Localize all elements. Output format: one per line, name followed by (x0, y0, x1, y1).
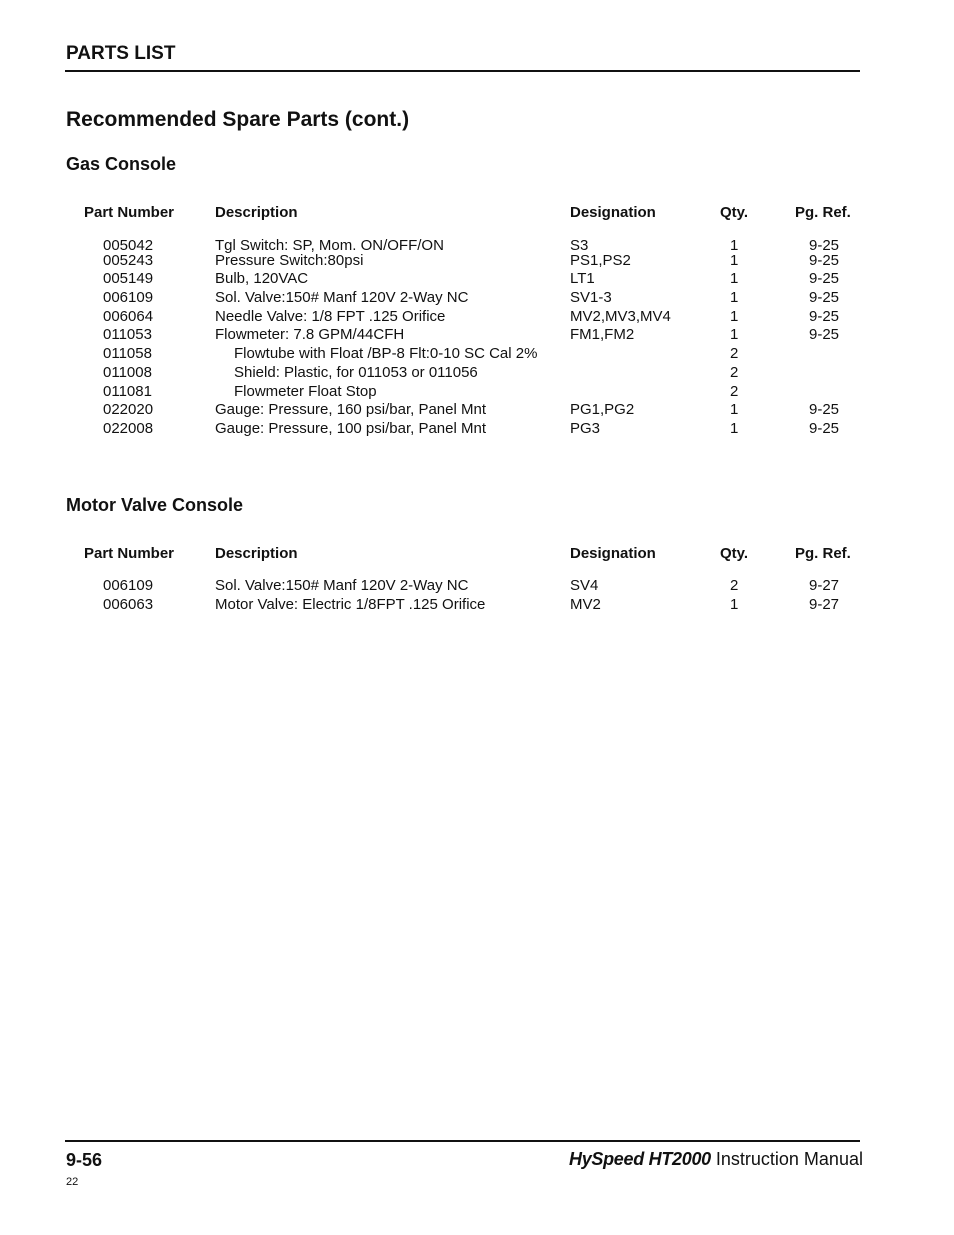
description-cell: Bulb, 120VAC (215, 270, 309, 287)
part-number-cell: 005243 (103, 252, 154, 269)
pg-ref-cell: 9-25 (809, 270, 840, 287)
column-header-qty: Qty. (720, 545, 749, 562)
qty-cell: 1 (730, 237, 739, 254)
section-title: Motor Valve Console (66, 495, 244, 515)
qty-cell: 1 (730, 401, 739, 418)
designation-cell: PG1,PG2 (570, 401, 635, 418)
pg-ref-cell: 9-25 (809, 420, 840, 437)
column-header-description: Description (215, 204, 298, 221)
description-cell: Shield: Plastic, for 011053 or 011056 (234, 364, 478, 381)
qty-cell: 1 (730, 420, 739, 437)
designation-cell: MV2 (570, 596, 601, 613)
header-rule (65, 70, 860, 72)
part-number-cell: 022020 (103, 401, 154, 418)
qty-cell: 1 (730, 308, 739, 325)
column-header-designation: Designation (570, 545, 656, 562)
column-header-part-number: Part Number (84, 545, 175, 562)
part-number-cell: 011058 (103, 345, 152, 362)
footer-rule (65, 1140, 860, 1142)
qty-cell: 1 (730, 289, 739, 306)
column-header-pg-ref: Pg. Ref. (795, 545, 851, 562)
pg-ref-cell: 9-27 (809, 596, 840, 613)
qty-cell: 2 (730, 383, 739, 400)
description-cell: Needle Valve: 1/8 FPT .125 Orifice (215, 308, 446, 325)
description-cell: Gauge: Pressure, 100 psi/bar, Panel Mnt (215, 420, 486, 437)
designation-cell: S3 (570, 237, 589, 254)
qty-cell: 2 (730, 577, 739, 594)
part-number-cell: 006064 (103, 308, 154, 325)
part-number-cell: 005042 (103, 237, 154, 254)
description-cell: Flowtube with Float /BP-8 Flt:0-10 SC Cal 2% (234, 345, 538, 362)
section-title: Gas Console (66, 154, 177, 174)
footer-brand: HySpeed HT2000 (569, 1149, 711, 1169)
description-cell: Sol. Valve:150# Manf 120V 2-Way NC (215, 289, 469, 306)
pg-ref-cell: 9-25 (809, 308, 840, 325)
designation-cell: MV2,MV3,MV4 (570, 308, 671, 325)
part-number-cell: 006109 (103, 577, 154, 594)
footer-manual-title (569, 1149, 863, 1170)
column-header-part-number: Part Number (84, 204, 175, 221)
column-header-qty: Qty. (720, 204, 749, 221)
part-number-cell: 006063 (103, 596, 154, 613)
description-cell: Pressure Switch:80psi (215, 252, 364, 269)
pg-ref-cell: 9-27 (809, 577, 840, 594)
pg-ref-cell: 9-25 (809, 289, 840, 306)
designation-cell: LT1 (570, 270, 595, 287)
column-header-pg-ref: Pg. Ref. (795, 204, 851, 221)
qty-cell: 2 (730, 364, 739, 381)
pg-ref-cell: 9-25 (809, 252, 840, 269)
qty-cell: 1 (730, 326, 739, 343)
column-header-description: Description (215, 545, 298, 562)
column-header-designation: Designation (570, 204, 656, 221)
description-cell: Flowmeter Float Stop (234, 383, 377, 400)
part-number-cell: 011053 (103, 326, 152, 343)
footer-page-number: 9-56 (66, 1150, 103, 1170)
part-number-cell: 022008 (103, 420, 154, 437)
description-cell: Sol. Valve:150# Manf 120V 2-Way NC (215, 577, 469, 594)
footer-manual-label: Instruction Manual (715, 1149, 863, 1169)
description-cell: Tgl Switch: SP, Mom. ON/OFF/ON (215, 237, 444, 254)
qty-cell: 1 (730, 596, 739, 613)
pg-ref-cell: 9-25 (809, 237, 840, 254)
qty-cell: 1 (730, 270, 739, 287)
pg-ref-cell: 9-25 (809, 401, 840, 418)
part-number-cell: 011081 (103, 383, 152, 400)
designation-cell: PG3 (570, 420, 601, 437)
qty-cell: 1 (730, 252, 739, 269)
part-number-cell: 006109 (103, 289, 154, 306)
description-cell: Gauge: Pressure, 160 psi/bar, Panel Mnt (215, 401, 486, 418)
sheet-number: 22 (66, 1176, 79, 1188)
header-title: PARTS LIST (66, 43, 176, 64)
page-title: Recommended Spare Parts (cont.) (66, 108, 410, 131)
designation-cell: SV4 (570, 577, 599, 594)
designation-cell: PS1,PS2 (570, 252, 631, 269)
pg-ref-cell: 9-25 (809, 326, 840, 343)
qty-cell: 2 (730, 345, 739, 362)
part-number-cell: 005149 (103, 270, 154, 287)
description-cell: Flowmeter: 7.8 GPM/44CFH (215, 326, 405, 343)
part-number-cell: 011008 (103, 364, 152, 381)
description-cell: Motor Valve: Electric 1/8FPT .125 Orifice (215, 596, 486, 613)
designation-cell: SV1-3 (570, 289, 612, 306)
designation-cell: FM1,FM2 (570, 326, 635, 343)
